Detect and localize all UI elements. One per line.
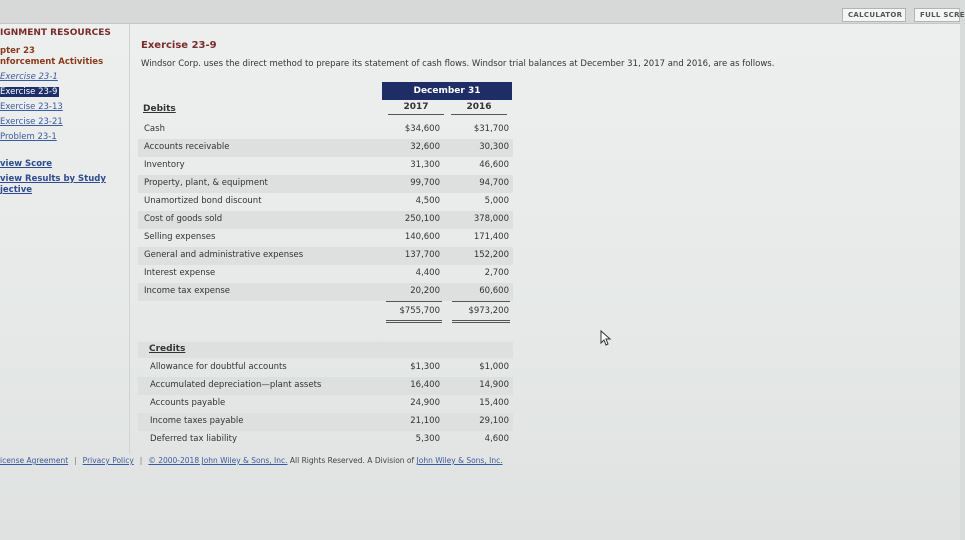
sidebar-item-exercise-23-13[interactable]: Exercise 23-13 [0, 102, 63, 112]
table-row [138, 395, 513, 413]
value-2017: 137,700 [404, 250, 440, 260]
value-2017: $1,300 [410, 362, 440, 372]
top-toolbar [0, 0, 965, 24]
row-label: Selling expenses [144, 232, 216, 242]
exercise-title: Exercise 23-9 [141, 40, 217, 51]
debits-total-2016: $973,200 [468, 306, 509, 316]
value-2016: 378,000 [473, 214, 509, 224]
value-2017: 4,500 [415, 196, 440, 206]
table-row [138, 247, 513, 265]
value-2017: 21,100 [410, 416, 440, 426]
rights-text: All Rights Reserved. A Division of [289, 456, 415, 465]
debits-total-2017: $755,700 [399, 306, 440, 316]
credits-heading-row [138, 342, 513, 358]
row-label: Income taxes payable [150, 416, 244, 426]
value-2016: 171,400 [473, 232, 509, 242]
total-rule-2017 [386, 301, 442, 302]
value-2016: 15,400 [479, 398, 509, 408]
value-2016: 5,000 [484, 196, 509, 206]
footer-separator: | [139, 456, 143, 465]
row-label: Deferred tax liability [150, 434, 238, 444]
value-2016: 46,600 [479, 160, 509, 170]
row-label: Cash [144, 124, 165, 134]
value-2017: 4,400 [415, 268, 440, 278]
sidebar-chapter-subtitle: nforcement Activities [0, 57, 104, 67]
table-row [138, 229, 513, 247]
value-2016: $31,700 [473, 124, 509, 134]
sidebar [0, 24, 130, 454]
footer [0, 456, 960, 465]
row-label: Accounts receivable [144, 142, 230, 152]
privacy-policy-link[interactable]: Privacy Policy [82, 456, 134, 465]
total-rule-2016 [452, 301, 510, 302]
table-row [138, 211, 513, 229]
table-row [138, 121, 513, 139]
wiley-link[interactable]: John Wiley & Sons, Inc. [416, 456, 503, 465]
copyright-link[interactable]: © 2000-2018 John Wiley & Sons, Inc. [148, 456, 288, 465]
row-label: General and administrative expenses [144, 250, 304, 260]
value-2016: 2,700 [484, 268, 509, 278]
double-rule-2016 [452, 320, 510, 323]
table-row [138, 175, 513, 193]
value-2017: $34,600 [404, 124, 440, 134]
row-label: Unamortized bond discount [144, 196, 262, 206]
value-2016: 29,100 [479, 416, 509, 426]
row-label: Inventory [144, 160, 185, 170]
row-label: Cost of goods sold [144, 214, 223, 224]
year-2016-header: 2016 [451, 102, 507, 115]
license-agreement-link[interactable]: icense Agreement [0, 456, 69, 465]
table-row [138, 139, 513, 157]
value-2016: 60,600 [479, 286, 509, 296]
year-2017-header: 2017 [388, 102, 444, 115]
view-score-link[interactable]: view Score [0, 159, 52, 169]
value-2016: $1,000 [479, 362, 509, 372]
sidebar-item-exercise-23-9[interactable]: Exercise 23-9 [0, 87, 58, 97]
table-header-december: December 31 [382, 82, 512, 100]
sidebar-item-exercise-23-21[interactable]: Exercise 23-21 [0, 117, 63, 127]
value-2016: 152,200 [473, 250, 509, 260]
value-2016: 4,600 [484, 434, 509, 444]
row-label: Interest expense [144, 268, 216, 278]
table-row [138, 157, 513, 175]
row-label: Income tax expense [144, 286, 231, 296]
row-label: Property, plant, & equipment [144, 178, 268, 188]
view-results-link-cont[interactable]: jective [0, 185, 32, 195]
value-2017: 31,300 [410, 160, 440, 170]
view-results-link[interactable]: view Results by Study [0, 174, 106, 184]
table-row [138, 265, 513, 283]
table-row [138, 359, 513, 377]
exercise-description: Windsor Corp. uses the direct method to prepare its statement of cash flows. Windsor trial balances at December 31, 2017 and 2016, are as follows. [141, 59, 775, 69]
footer-separator: | [74, 456, 77, 465]
value-2017: 250,100 [404, 214, 440, 224]
value-2017: 140,600 [404, 232, 440, 242]
value-2016: 30,300 [479, 142, 509, 152]
credits-heading: Credits [149, 344, 186, 354]
value-2016: 14,900 [479, 380, 509, 390]
table-row [138, 283, 513, 301]
value-2017: 16,400 [410, 380, 440, 390]
value-2017: 32,600 [410, 142, 440, 152]
sidebar-chapter: pter 23 [0, 46, 35, 56]
sidebar-item-exercise-23-1[interactable]: Exercise 23-1 [0, 72, 58, 82]
debits-total-row [138, 303, 513, 321]
full-screen-button[interactable]: FULL SCRE [914, 8, 960, 22]
debits-heading: Debits [143, 104, 176, 114]
value-2016: 94,700 [479, 178, 509, 188]
mouse-cursor-icon [600, 330, 614, 346]
table-row [138, 193, 513, 211]
table-row [138, 413, 513, 431]
table-row [138, 431, 513, 449]
value-2017: 5,300 [415, 434, 440, 444]
calculator-button[interactable]: CALCULATOR [842, 8, 906, 22]
value-2017: 20,200 [410, 286, 440, 296]
main-content [138, 24, 960, 454]
value-2017: 24,900 [410, 398, 440, 408]
row-label: Accumulated depreciation—plant assets [150, 380, 322, 390]
double-rule-2017 [386, 320, 442, 323]
row-label: Allowance for doubtful accounts [150, 362, 287, 372]
sidebar-item-problem-23-1[interactable]: Problem 23-1 [0, 132, 57, 142]
row-label: Accounts payable [150, 398, 226, 408]
value-2017: 99,700 [410, 178, 440, 188]
table-row [138, 377, 513, 395]
sidebar-header: IGNMENT RESOURCES [0, 28, 111, 38]
